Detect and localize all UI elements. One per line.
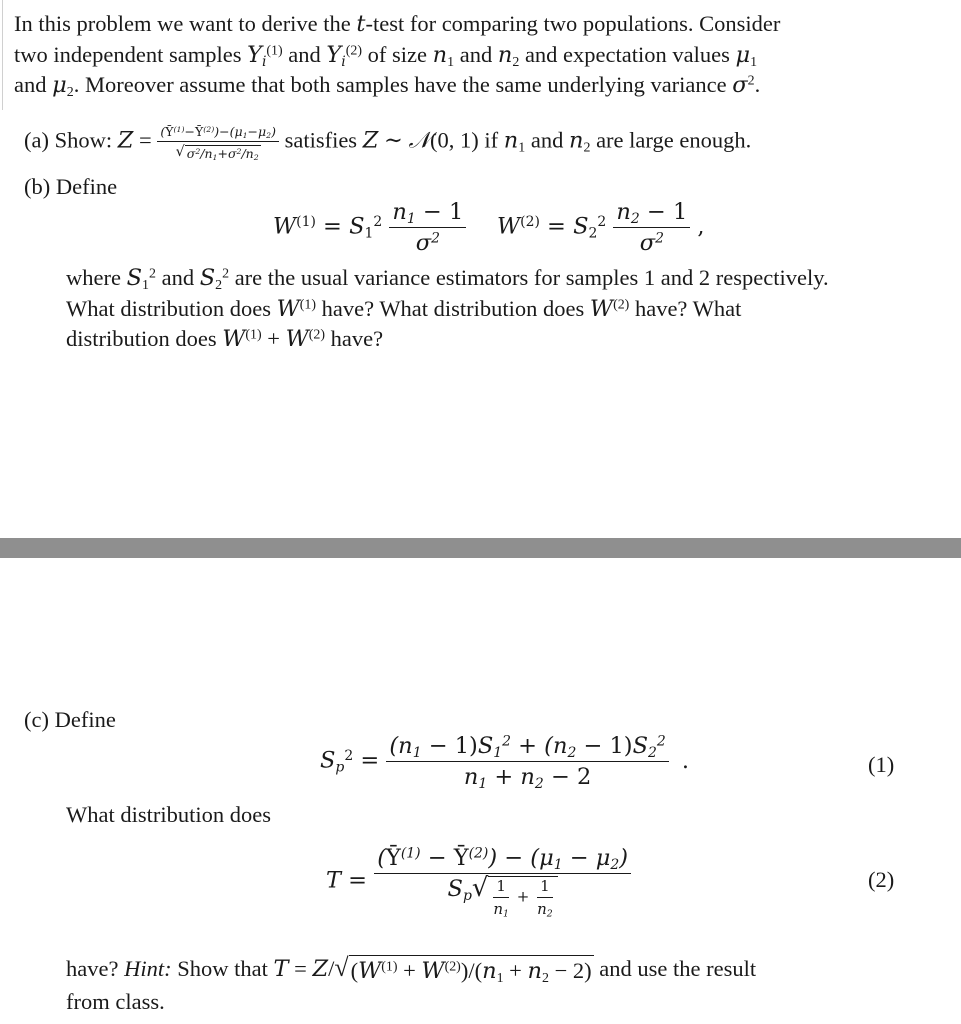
part-c-hint: have? Hint: Show that T = Z/ √ $(W^{(1)} + W^{(2)})/(n_1 + n_2 - 2)$ and use the result from class. [66, 954, 756, 1016]
w1-formula: $W^{(1)} = S_1^2$ $\frac{n_1 - 1}{\sigma^2}$ [273, 199, 466, 256]
part-c-question: What distribution does [66, 802, 271, 827]
part-b-heading [24, 174, 117, 200]
page-separator [0, 538, 961, 558]
page-edge-line [2, 0, 3, 110]
intro-paragraph: In this problem we want to derive the t-test for comparing two populations. Consider two independent samples $Y_i^{(1)}$ and $Y_i^{(2)}$ of size $n_1$ and $n_2$ and expectation values $\mu_1$ and $\mu_2$. Moreover assume that both samples have the same underlying variance $\sigma^2$. [14, 11, 781, 100]
part-b-text: where $S_1^2$ and $S_2^2$ are the usual variance estimators for samples 1 and 2 respectively. What distribution does $W^{(1)}$ have? What distribution does $W^{(2)}$ have? What distribution does $W^{(1)} + W^{(2)}$ have? [66, 265, 829, 352]
eq1-number: (1) [868, 752, 895, 777]
part-c-heading [24, 707, 116, 733]
part-b-label: (b) [24, 174, 51, 199]
t-equation: T = ($Ȳ^{(1)}$ − $Ȳ^{(2)}) - (\mu_1 - \mu_2)$ $S_p$ √ $\frac{1}{n_1}$ + $\frac{1}{n_2}$ [326, 845, 631, 918]
z-fraction: $(Ȳ^{(1)}-Ȳ^{(2)})-(\mu_1-\mu_2)$ √ $\sigma^2/n_1+\sigma^2/n_2$ [157, 124, 279, 161]
hint-line-2: from class. [66, 988, 165, 1014]
have-word: have? [66, 956, 119, 981]
part-b-define: Define [55, 174, 118, 199]
eq2-number: (2) [868, 867, 895, 892]
part-a-label: (a) [24, 127, 49, 153]
part-c-define: Define [54, 707, 116, 732]
part-c-label: (c) [24, 707, 49, 732]
part-a-show: Show: [54, 127, 113, 153]
sp-equation: $S_p^2$ = $\frac{(n_1 - 1)S_1^2 + (n_2 - 1)S_2^2}{n_1 + n_2 - 2}$ . [320, 733, 690, 792]
hint-word: Hint: [124, 956, 172, 981]
part-a: (a) Show: Z = $(Ȳ^{(1)}-Ȳ^{(2)})-(\mu_1-\mu_2)$ √ $\sigma^2/n_1+\sigma^2/n_2$ satisfies Z ∼ 𝒩(0, 1) if $n_1$ and $n_2$ are large enough. [24, 124, 752, 163]
w2-formula: $W^{(2)} = S_2^2$ $\frac{n_2 - 1}{\sigma^2}$ , [497, 199, 705, 256]
